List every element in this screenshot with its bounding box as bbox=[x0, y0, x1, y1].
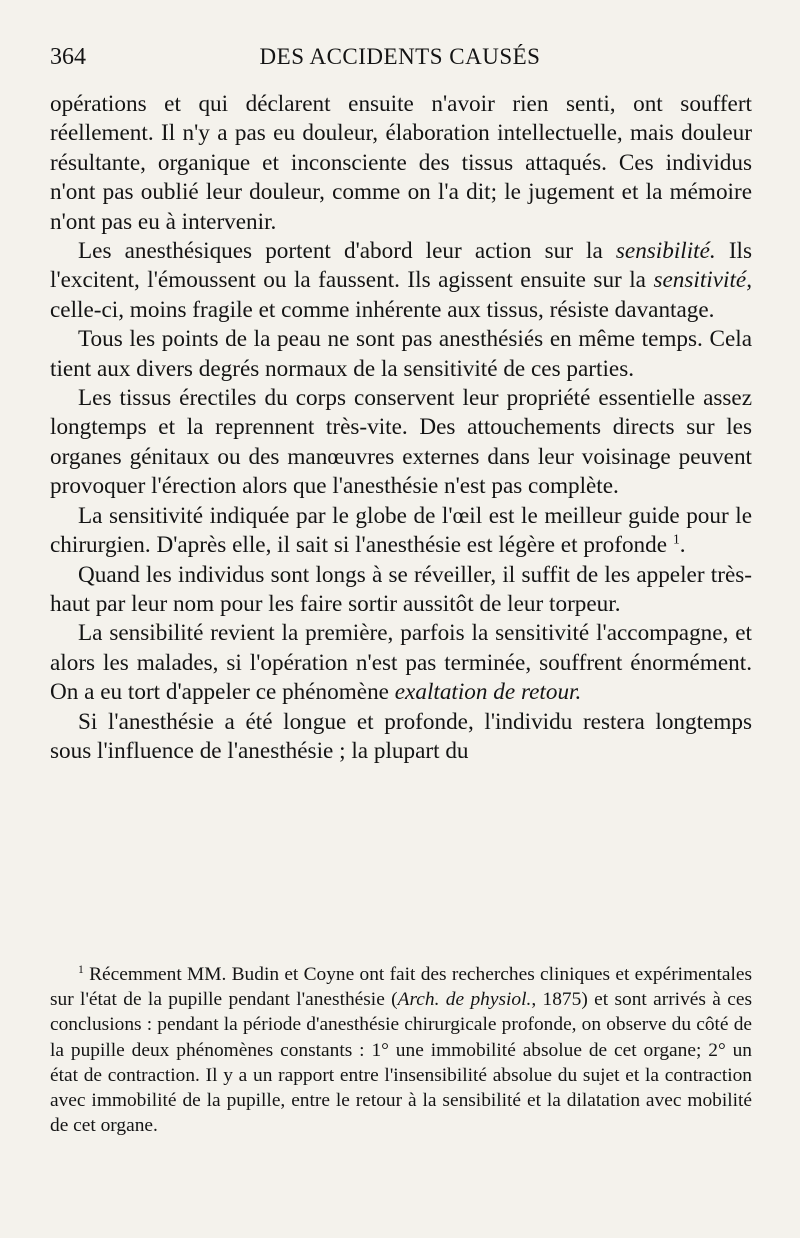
paragraph-6: Quand les individus sont longs à se réveiller, il suffit de les appeler très-haut par leur nom pour les faire sortir aussitôt de leur torpeur. bbox=[50, 561, 752, 617]
footnote-reference: 1 bbox=[672, 532, 680, 548]
paragraph-7: La sensibilité revient la première, parfois la sensitivité l'accompagne, et alors les malades, si l'opération n'est pas terminée, souffrent énormément. On a eu tort d'appeler ce phénomène exaltation de retour. bbox=[50, 620, 752, 706]
page-number: 364 bbox=[50, 44, 86, 70]
running-title: DES ACCIDENTS CAUSÉS bbox=[259, 44, 541, 69]
paragraph-2: Les anesthésiques portent d'abord leur action sur la sensibilité. Ils l'excitent, l'émoussent ou la faussent. Ils agissent ensuite sur la sensitivité, celle-ci, moins fragile et comme inhérente aux tissus, résiste davantage. bbox=[50, 238, 752, 323]
paragraph-3: Tous les points de la peau ne sont pas anesthésiés en même temps. Cela tient aux divers degrés normaux de la sensitivité de ces parties. bbox=[50, 326, 752, 382]
footnote-mark: 1 bbox=[78, 963, 84, 977]
emphasis-sensibilite: sensibilité. bbox=[615, 238, 716, 265]
paragraph-4: Les tissus érectiles du corps conservent leur propriété essentielle assez longtemps et la reprennent très-vite. Des attouchements directs sur les organes génitaux ou des manœuvres externes dans leur voisinage peuvent provoquer l'érection alors que l'anesthésie n'est pas complète. bbox=[50, 385, 752, 500]
emphasis-exaltation: exaltation de retour. bbox=[394, 679, 582, 706]
footnote-1: $^1$ Récemment MM. Budin et Coyne ont fait des recherches cliniques et expérimentales sur l'état de la pupille pendant l'anesthésie (Arch. de physiol., 1875) et sont arrivés à ces conclusions : pendant la période d'anesthésie chirurgicale profonde, on observe du côté de la pupille deux phénomènes constants : 1° une immobilité absolue de cet organe; 2° un état de contraction. Il y a un rapport entre l'insensibilité absolue du sujet et la contraction avec immobilité de la pupille, entre le retour à la sensibilité et la dilatation avec mobilité de cet organe. bbox=[50, 963, 752, 1137]
footnote bbox=[50, 962, 752, 1138]
paragraph-1: opérations et qui déclarent ensuite n'avoir rien senti, ont souffert réellement. Il n'y a pas eu douleur, élaboration intellectuelle, mais douleur résultante, organique et inconsciente des tissus attaqués. Ces individus n'ont pas oublié leur douleur, comme on l'a dit; le jugement et la mémoire n'ont pas eu à intervenir. bbox=[50, 91, 752, 235]
footnote-citation: Arch. de physiol. bbox=[397, 989, 532, 1011]
page-header bbox=[50, 44, 750, 78]
paragraph-5: La sensitivité indiquée par le globe de l'œil est le meilleur guide pour le chirurgien. D'après elle, il sait si l'anesthésie est légère et profonde $^1$. bbox=[50, 502, 752, 559]
main-text bbox=[50, 90, 752, 766]
emphasis-sensitivite: sensitivité, bbox=[653, 267, 752, 294]
paragraph-8: Si l'anesthésie a été longue et profonde, l'individu restera longtemps sous l'influence de l'anesthésie ; la plupart du bbox=[50, 708, 752, 764]
